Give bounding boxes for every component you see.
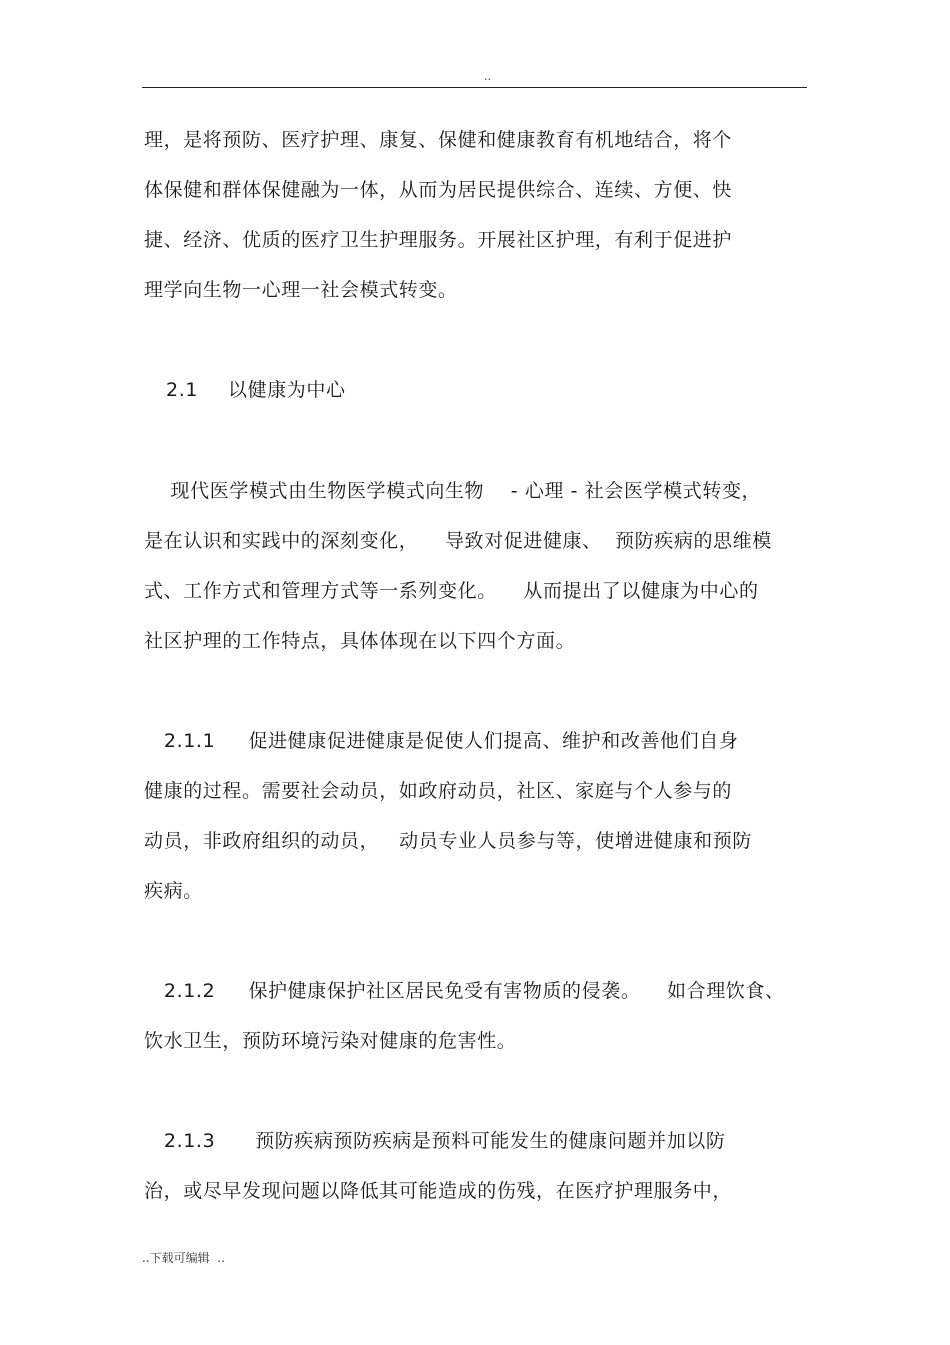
header-rule bbox=[142, 87, 807, 88]
page-header-mark: .. bbox=[484, 70, 491, 83]
paragraph-line: 健康的过程。需要社会动员，如政府动员，社区、家庭与个人参与的 bbox=[144, 780, 733, 802]
paragraph-line: 疾病。 bbox=[144, 880, 203, 902]
paragraph-line: 是在认识和实践中的深刻变化， 导致对促进健康、 预防疾病的思维模 bbox=[144, 530, 772, 552]
page-footer: ..下载可编辑 .. bbox=[142, 1251, 225, 1265]
paragraph-line: 捷、经济、优质的医疗卫生护理服务。开展社区护理，有利于促进护 bbox=[144, 229, 733, 251]
section-number: 2.1 bbox=[166, 379, 199, 401]
section-title: 以健康为中心 bbox=[228, 379, 346, 401]
paragraph-line: 2.1.3 预防疾病预防疾病是预料可能发生的健康问题并加以防 bbox=[144, 1130, 726, 1152]
paragraph-line: 饮水卫生，预防环境污染对健康的危害性。 bbox=[144, 1030, 517, 1052]
paragraph-line: 社区护理的工作特点，具体体现在以下四个方面。 bbox=[144, 630, 576, 652]
paragraph-line: 理，是将预防、医疗护理、康复、保健和健康教育有机地结合，将个 bbox=[144, 129, 733, 151]
paragraph-line: 治，或尽早发现问题以降低其可能造成的伤残，在医疗护理服务中， bbox=[144, 1180, 733, 1202]
paragraph-line: 式、工作方式和管理方式等一系列变化。 从而提出了以健康为中心的 bbox=[144, 580, 759, 602]
paragraph-line: 理学向生物一心理一社会模式转变。 bbox=[144, 279, 458, 301]
paragraph-line: 体保健和群体保健融为一体，从而为居民提供综合、连续、方便、快 bbox=[144, 179, 733, 201]
paragraph-line: 动员，非政府组织的动员， 动员专业人员参与等，使增进健康和预防 bbox=[144, 830, 752, 852]
paragraph-line: 2.1.2 保护健康保护社区居民免受有害物质的侵袭。 如合理饮食、 bbox=[144, 980, 785, 1002]
paragraph-line: 2.1.1 促进健康促进健康是促使人们提高、维护和改善他们自身 bbox=[144, 730, 739, 752]
paragraph-line: 现代医学模式由生物医学模式向生物 - 心理 - 社会医学模式转变， bbox=[144, 480, 762, 502]
